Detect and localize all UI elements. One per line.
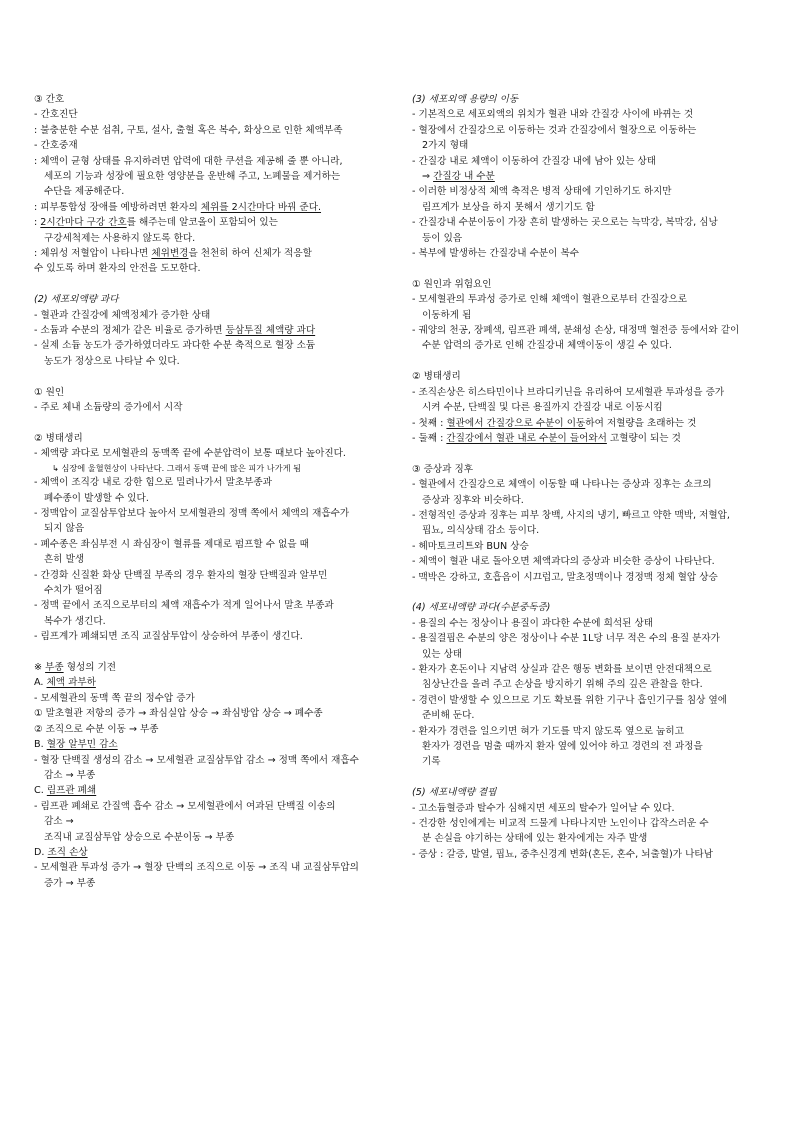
underlined-text: 체위를 2시간마다 바꿔 준다. xyxy=(200,201,322,213)
text-line xyxy=(34,629,386,644)
line-text: - 복부에 발생하는 간질강내 수분이 복수 xyxy=(412,248,579,260)
line-text: - 소듐과 수분의 정체가 같은 비율로 증가하면 xyxy=(34,325,226,337)
line-text: (2) 세포외액량 과다 xyxy=(34,294,119,306)
text-line xyxy=(34,552,386,567)
line-text: 있는 상태 xyxy=(422,648,463,660)
line-text: 환자가 경련을 멈출 때까지 환자 옆에 있어야 하고 경련의 전 과정을 xyxy=(422,741,703,752)
text-line xyxy=(34,491,386,506)
line-text: : 체액이 균형 상태를 유지하려면 압력에 대한 쿠션을 제공해 줄 뿐 아니라, xyxy=(34,155,343,167)
text-line xyxy=(412,92,762,107)
text-line xyxy=(412,369,762,384)
line-text: ① 원인 xyxy=(34,386,65,398)
line-text: : 피부통합성 장애를 예방하려면 환자의 xyxy=(34,201,201,213)
line-text: - 혈관에서 간질강으로 체액이 이동할 때 나타나는 증상과 징후는 쇼크의 xyxy=(412,479,712,491)
text-line xyxy=(412,323,762,338)
text-line xyxy=(34,169,386,184)
line-text: : xyxy=(34,217,41,229)
text-line xyxy=(34,123,386,138)
line-text: - 용질의 수는 정상이나 용질이 과다한 수분에 희석된 상태 xyxy=(412,617,654,629)
text-line xyxy=(412,308,762,323)
text-line xyxy=(412,631,762,646)
line-text: - 용질결핍은 수분의 양은 정상이나 수분 1L당 너무 적은 수의 용질 분자가 xyxy=(412,633,720,645)
text-line xyxy=(34,215,386,230)
line-text: - 첫째 : xyxy=(412,417,447,429)
line-text: ↳ 심장에 울혈현상이 나타난다. 그래서 동맥 끝에 많은 피가 나가게 됨 xyxy=(52,462,302,473)
text-line xyxy=(34,521,386,536)
text-line xyxy=(412,385,762,400)
line-text: - 둘째 : xyxy=(412,432,447,444)
text-line xyxy=(412,292,762,307)
text-line xyxy=(412,801,762,816)
line-text: ③ 증상과 징후 xyxy=(412,463,474,475)
line-text: - 이러한 비정상적 체액 축적은 병적 상태에 기인하기도 하지만 xyxy=(412,186,672,198)
text-line xyxy=(412,847,762,862)
line-text: 세포의 기능과 성장에 필요한 영양분을 운반해 주고, 노폐물을 제거하는 xyxy=(44,171,341,183)
line-text: - 체액이 조직강 내로 강한 힘으로 밀려나가서 말초부종과 xyxy=(34,477,272,489)
text-line xyxy=(34,876,386,891)
line-text: ③ 간호 xyxy=(34,94,65,105)
text-line xyxy=(412,477,762,492)
line-text: - 간호중재 xyxy=(34,140,78,152)
text-line xyxy=(412,215,762,230)
text-line xyxy=(412,739,762,754)
text-line xyxy=(34,431,386,446)
line-text: - 맥박은 강하고, 호흡음이 시끄럽고, 말초정맥이나 경정맥 정체 혈압 상승 xyxy=(412,571,718,583)
underlined-text: 간질강 내 수분 xyxy=(433,171,495,183)
line-text-after: 고혈량이 되는 것 xyxy=(606,432,681,444)
line-text: 증가 → 부종 xyxy=(44,877,96,889)
line-text: ※ xyxy=(34,662,46,674)
line-text: - 정맥압이 교질삼투압보다 높아서 모세혈관의 정맥 쪽에서 체액의 재흡수가 xyxy=(34,508,350,520)
text-line xyxy=(412,708,762,723)
text-line xyxy=(34,446,386,461)
text-line xyxy=(412,400,762,415)
line-text: 증상과 징후와 비슷하다. xyxy=(422,494,524,506)
text-line xyxy=(412,754,762,769)
text-line xyxy=(412,246,762,261)
text-line xyxy=(412,508,762,523)
line-text: - 모세혈관 투과성 증가 → 혈장 단백의 조직으로 이동 → 조직 내 교질삼투압의 xyxy=(34,862,359,874)
text-line xyxy=(34,783,386,798)
line-text: 농도가 정상으로 나타날 수 있다. xyxy=(44,355,180,367)
text-line xyxy=(412,647,762,662)
text-line xyxy=(34,92,386,107)
text-line xyxy=(412,570,762,585)
line-text: 구강세척제는 사용하지 않도록 한다. xyxy=(44,232,196,244)
text-line xyxy=(34,107,386,122)
underlined-text: 림프관 폐쇄 xyxy=(46,785,97,797)
line-text: ① 원인과 위험요인 xyxy=(412,278,492,290)
line-text: - 헤마토크리트와 BUN 상승 xyxy=(412,540,529,552)
line-text: - 조직손상은 히스타민이나 브라디키닌을 유리하여 모세혈관 투과성을 증가 xyxy=(412,386,725,398)
line-text: - 증상 : 갈증, 발열, 핍뇨, 중추신경계 변화(혼돈, 혼수, 뇌출혈)가 나타남 xyxy=(412,848,713,860)
left-column xyxy=(34,92,386,891)
line-text: - 림프계가 폐쇄되면 조직 교질삼투압이 상승하여 부종이 생긴다. xyxy=(34,631,303,643)
line-text: 조직내 교질삼투압 상승으로 수분이동 → 부종 xyxy=(44,831,235,843)
line-text: - 체액이 혈관 내로 돌아오면 체액과다의 증상과 비슷한 증상이 나타난다. xyxy=(412,556,715,568)
line-text-after: 형성의 기전 xyxy=(63,662,117,674)
line-text: - 혈장에서 간질강으로 이동하는 것과 간질강에서 혈장으로 이동하는 xyxy=(412,124,697,136)
text-line xyxy=(34,614,386,629)
text-line xyxy=(34,400,386,415)
text-line xyxy=(34,768,386,783)
line-text: - 체액량 과다로 모세혈관의 동맥쪽 끝에 수분압력이 보통 때보다 높아진다. xyxy=(34,448,346,460)
line-text: ② 병태생리 xyxy=(412,371,461,383)
text-line xyxy=(34,354,386,369)
text-line xyxy=(34,860,386,875)
text-line xyxy=(412,523,762,538)
line-text: 흔히 발생 xyxy=(44,554,85,566)
text-line xyxy=(34,799,386,814)
line-text: - 건강한 성인에게는 비교적 드물게 나타나지만 노인이나 갑작스러운 수 xyxy=(412,818,709,830)
line-text: D. xyxy=(34,846,48,858)
text-line xyxy=(412,169,762,184)
text-line xyxy=(412,462,762,477)
line-text: - 간경화 신질환 화상 단백질 부족의 경우 환자의 혈장 단백질과 알부민 xyxy=(34,569,328,581)
text-line xyxy=(412,200,762,215)
line-text: - 경련이 발생할 수 있으므로 기도 확보를 위한 기구나 흡인기구를 침상 옆에 xyxy=(412,694,728,706)
line-text: - 림프관 폐쇄로 간질액 흡수 감소 → 모세혈관에서 여과된 단백질 이송의 xyxy=(34,800,336,812)
line-text: - 간질강 내로 체액이 이동하여 간질강 내에 남아 있는 상태 xyxy=(412,155,657,167)
text-line xyxy=(412,184,762,199)
text-line xyxy=(412,831,762,846)
text-line xyxy=(412,154,762,169)
line-text: - 모세혈관의 동맥 쪽 끝의 정수압 증가 xyxy=(34,692,195,704)
text-line xyxy=(34,691,386,706)
line-text: ② 조직으로 수분 이동 → 부종 xyxy=(34,723,159,735)
line-text: - 기본적으로 세포외액의 위치가 혈관 내와 간질강 사이에 바뀌는 것 xyxy=(412,109,694,121)
line-text: - 혈관과 간질강에 체액정체가 증가한 상태 xyxy=(34,309,211,321)
line-text: 등이 있음 xyxy=(422,232,463,244)
text-line xyxy=(34,814,386,829)
text-line xyxy=(34,231,386,246)
line-text: - 고소듐혈증과 탈수가 심해지면 세포의 탈수가 일어날 수 있다. xyxy=(412,802,675,814)
line-text: 되지 않음 xyxy=(44,523,85,535)
underlined-text: 2시간마다 구강 간호 xyxy=(40,217,127,229)
text-line xyxy=(412,138,762,153)
text-line xyxy=(412,123,762,138)
line-text: ① 말초혈관 저항의 증가 → 좌심실압 상승 → 좌심방압 상승 → 폐수종 xyxy=(34,708,323,720)
underlined-text: 혈장 알부민 감소 xyxy=(46,739,118,751)
line-text: - 간질강내 수분이동이 가장 흔히 발생하는 곳으로는 늑막강, 복막강, 심낭 xyxy=(412,217,718,229)
text-line xyxy=(34,462,386,476)
text-line xyxy=(34,537,386,552)
line-text: - 궤양의 천공, 장폐색, 림프관 폐색, 분쇄성 손상, 대정맥 혈전증 등에서와 같이 xyxy=(412,325,740,337)
text-line xyxy=(34,598,386,613)
text-line xyxy=(34,154,386,169)
line-text: - 실제 소듐 농도가 증가하였더라도 과다한 수분 축적으로 혈장 소듐 xyxy=(34,340,316,352)
line-text: - 전형적인 증상과 징후는 피부 창백, 사지의 냉기, 빠르고 약한 맥박, 저혈압, xyxy=(412,509,730,521)
text-line xyxy=(412,231,762,246)
text-line xyxy=(34,323,386,338)
text-line xyxy=(34,583,386,598)
line-text: 감소 → xyxy=(44,816,74,828)
text-line xyxy=(412,554,762,569)
text-line xyxy=(34,308,386,323)
line-text: 감소 → 부종 xyxy=(44,769,96,781)
line-text: 분 손실을 야기하는 상태에 있는 환자에게는 자주 발생 xyxy=(422,833,648,845)
line-text: : 불충분한 수분 섭취, 구토, 설사, 출혈 혹은 복수, 화상으로 인한 체액부족 xyxy=(34,124,343,136)
line-text: C. xyxy=(34,785,47,797)
line-text: 기록 xyxy=(422,756,441,768)
text-line xyxy=(34,338,386,353)
line-text: 림프계가 보상을 하지 못해서 생기기도 함 xyxy=(422,201,595,213)
line-text: - 폐수종은 좌심부전 시 좌심장이 혈류를 제대로 펌프할 수 없을 때 xyxy=(34,538,309,550)
line-text: A. xyxy=(34,677,47,689)
text-line xyxy=(412,416,762,431)
line-text: (5) 세포내액량 결핍 xyxy=(412,787,497,799)
line-text: 시켜 수분, 단백질 및 다른 용질까지 간질강 내로 이동시킴 xyxy=(422,402,663,414)
line-text: - 혈장 단백질 생성의 감소 → 모세혈관 교질삼투압 감소 → 정맥 쪽에서 재흡수 xyxy=(34,754,359,766)
line-text: - 환자가 경련을 일으키면 혀가 기도를 막지 않도록 옆으로 눕히고 xyxy=(412,725,684,737)
line-text: - 주로 체내 소듐량의 증가에서 시작 xyxy=(34,402,183,414)
text-line xyxy=(34,845,386,860)
text-line xyxy=(34,722,386,737)
text-line xyxy=(412,677,762,692)
line-text: 침상난간을 올려 주고 손상을 방지하기 위해 주의 깊은 관찰을 한다. xyxy=(422,679,703,691)
text-line xyxy=(412,431,762,446)
text-line xyxy=(34,184,386,199)
text-line xyxy=(34,568,386,583)
underlined-text: 혈관에서 간질강으로 수분이 이동 xyxy=(446,417,586,429)
line-text: - 환자가 혼돈이나 지남력 상실과 같은 행동 변화를 보이면 안전대책으로 xyxy=(412,663,712,675)
line-text: - 정맥 끝에서 조직으로부터의 체액 재흡수가 적게 일어나서 말초 부종과 xyxy=(34,600,334,612)
text-line xyxy=(412,338,762,353)
underlined-text: 체액 과부하 xyxy=(46,677,96,689)
text-line xyxy=(34,292,386,307)
text-line xyxy=(34,261,386,276)
line-text: : 체위성 저혈압이 나타나면 xyxy=(34,248,152,260)
underlined-text: 체위변경 xyxy=(151,248,189,260)
text-line xyxy=(412,107,762,122)
text-line xyxy=(34,753,386,768)
text-line xyxy=(412,724,762,739)
text-line xyxy=(412,600,762,615)
text-line xyxy=(34,706,386,721)
line-text: 이동하게 됨 xyxy=(422,309,472,321)
text-line xyxy=(412,662,762,677)
line-text: 준비해 둔다. xyxy=(422,710,475,722)
text-line xyxy=(412,616,762,631)
text-line xyxy=(412,785,762,800)
line-text: B. xyxy=(34,739,47,751)
line-text: - 모세혈관의 투과성 증가로 인해 체액이 혈관으로부터 간질강으로 xyxy=(412,294,688,306)
text-line xyxy=(34,385,386,400)
line-text-after: 하여 저혈량을 초래하는 것 xyxy=(585,417,697,429)
text-line xyxy=(34,200,386,215)
text-line xyxy=(412,539,762,554)
underlined-text: 간질강에서 혈관 내로 수분이 들어와서 xyxy=(446,432,607,444)
right-column xyxy=(412,92,762,862)
underlined-text: 등삼투질 체액량 과다 xyxy=(225,325,316,337)
text-line xyxy=(412,493,762,508)
line-text-after: 를 해주는데 알코올이 포함되어 있는 xyxy=(126,217,278,229)
text-line xyxy=(34,660,386,675)
text-line xyxy=(34,138,386,153)
line-text-after: 을 천천히 하여 신체가 적응할 xyxy=(188,248,312,260)
line-text: ② 병태생리 xyxy=(34,432,83,444)
text-line xyxy=(34,675,386,690)
text-line xyxy=(412,816,762,831)
text-line xyxy=(34,246,386,261)
line-text: 폐수종이 발생할 수 있다. xyxy=(44,492,149,504)
line-text: - 간호진단 xyxy=(34,109,78,121)
line-text: (3) 세포외액 용량의 이동 xyxy=(412,94,519,105)
line-text: 수분 압력의 증가로 인해 간질강내 체액이동이 생길 수 있다. xyxy=(422,340,672,352)
text-line xyxy=(34,830,386,845)
underlined-text: 조직 손상 xyxy=(47,846,88,858)
text-line xyxy=(34,737,386,752)
line-text: 수치가 떨어짐 xyxy=(44,585,103,597)
underlined-text: 부종 xyxy=(45,662,64,674)
line-text: 2가지 형태 xyxy=(422,140,469,152)
line-text: (4) 세포내액량 과다(수분중독증) xyxy=(412,602,551,614)
line-text: 핍뇨, 의식상태 감소 등이다. xyxy=(422,525,540,537)
line-text: 수단을 제공해준다. xyxy=(44,186,125,198)
line-text: 복수가 생긴다. xyxy=(44,615,106,627)
line-text: 수 있도록 하며 환자의 안전을 도모한다. xyxy=(34,263,201,275)
text-line xyxy=(34,506,386,521)
text-line xyxy=(412,277,762,292)
text-line xyxy=(412,693,762,708)
line-text: ⇒ xyxy=(422,171,434,183)
text-line xyxy=(34,475,386,490)
